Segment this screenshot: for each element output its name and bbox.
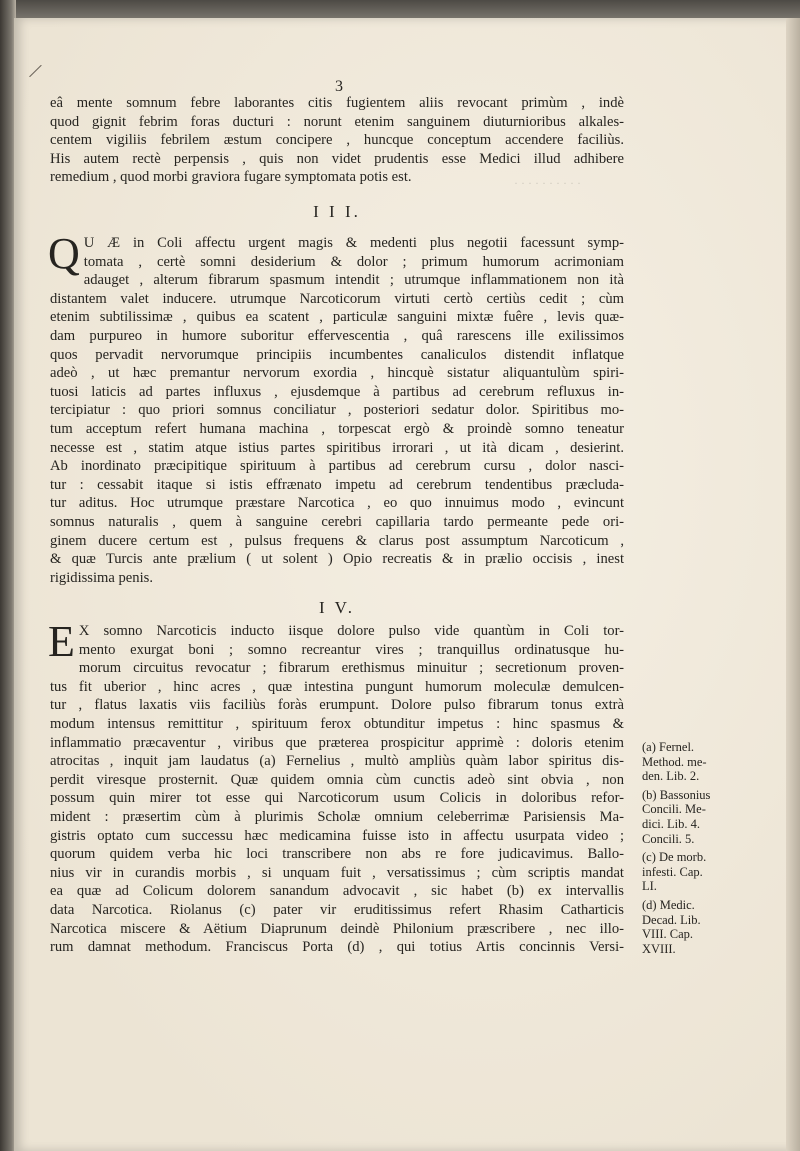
text-line: tur , flatus laxatis viis faciliùs foràs erumpunt. Dolore pulso fibrarum tonus extrà: [50, 697, 624, 714]
text-line: quos pervadit nervorumque principiis incumbentes canaliculos distendit inflatque: [50, 346, 624, 363]
margin-note-line: (d) Medic.: [642, 897, 695, 912]
text-line: rigidissima penis.: [50, 569, 153, 586]
text-line: U Æ in Coli affectu urgent magis & medenti plus negotii facessunt symp-: [83, 235, 624, 251]
margin-note-line: infesti. Cap.: [642, 864, 703, 879]
text-line: somnus naturalis , quem à sanguine cerebri capillaria tardo permeante pede ori-: [50, 513, 624, 530]
page-number: 3: [335, 78, 343, 95]
pencil-mark: /: [28, 57, 42, 84]
text-line: tum acceptum refert humana machina , torpescat ergò & proindè somno teneatur: [50, 420, 624, 437]
margin-note-line: Method. me-: [642, 754, 707, 769]
text-line: atrocitas , inquit jam laudatus (a) Fernelius , multò ampliùs quàm labor spiritus dis-: [50, 753, 624, 770]
text-line: possum quin mirer tot esse qui Narcoticorum usum Colicis in doloribus refor-: [50, 790, 624, 807]
text-line: remedium , quod morbi graviora fugare symptomata potis est.: [50, 169, 412, 186]
book-page: [14, 18, 800, 1151]
text-line: necesse est , statim atque istius partes spiritibus irrorari , ut ità dicam , desierint.: [50, 439, 624, 456]
text-line: tuosi laticis ad partes influxus , ejusdemque à partibus ad cerebrum refluxus in-: [50, 383, 624, 400]
text-line: tur : cessabit itaque si istis effrænato impetu ad cerebrum tendentibus præcluda-: [50, 476, 624, 493]
text-line: mento exurgat boni ; somno recreantur vires ; tranquillus ordinatusque hu-: [78, 641, 624, 658]
margin-note-line: (b) Bassonius: [642, 787, 711, 802]
margin-note: [642, 788, 752, 846]
text-line: ginem ducere certum est , pulsus frequens & clarus post assumptum Narcoticum ,: [50, 532, 624, 549]
text-line: & quæ Turcis ante prælium ( ut solent ) Opio recreatis & in prælio occisis , inest: [50, 551, 624, 568]
text-line: gistris optato cum successu hæc medicamina fuisse isto in affectu usurpata video ;: [50, 827, 624, 844]
section-heading-iv: I V.: [319, 598, 355, 617]
text-line: tercipiatur : quo priori somnus conciliatur , posteriori sedatur dolor. Spiritibus mo-: [50, 402, 624, 419]
text-line: Narcotica miscere & Aëtium Diaprunum deindè Philonium præscribere , nec illo-: [50, 920, 624, 937]
text-line: etenim subtilissimæ , quibus ea scatent , particulæ sanguini mixtæ fuêre , levis quæ-: [50, 309, 624, 326]
text-line: modum intensus remittitur , spirituum ferox obtunditur impetus : hinc spasmus &: [50, 715, 624, 732]
text-line: nius vir in curandis morbis , si unquam fuit , versatissimus ; cùm scriptis mandat: [50, 864, 624, 881]
margin-note-line: den. Lib. 2.: [642, 769, 700, 784]
text-line: rum damnat methodum. Franciscus Porta (d) , qui totius Artis concinnis Versi-: [50, 939, 624, 956]
margin-note-line: (c) De morb.: [642, 850, 707, 865]
drop-cap: E: [48, 617, 75, 666]
text-line: His autem rectè perpensis , quis non videt prudentis esse Medici illud adhibere: [50, 150, 624, 167]
text-line: tus fit uberior , hinc acres , quæ intestina pungunt humorum moleculæ demulcen-: [50, 678, 624, 695]
text-line: morum circuitus revocatur ; fibrarum erethismus minuitur ; secretionum proven-: [78, 660, 624, 677]
text-line: ea quæ ad Colicum dolorem sanandum advocavit , sic habet (b) ex intervallis: [50, 883, 624, 900]
text-line: dam purpureo in humore suboritur effervescentia , quâ rarescens ille exilissimos: [50, 327, 624, 344]
text-line: inflammatio præcaventur , viribus que præterea prospicitur apprimè : doloris etenim: [50, 734, 624, 751]
text-line: tomata , certè somni desiderium & dolor ; primum humorum acrimoniam: [83, 253, 624, 270]
margin-note-line: (a) Fernel.: [642, 740, 695, 754]
text-line: quorum quidem verba hic loci transcribere non abs re fore judicavimus. Ballo-: [50, 846, 624, 863]
margin-note-line: VIII. Cap.: [642, 927, 694, 942]
text-line: centem vigiliis febrilem æstum concipere , huncque conceptum accendere faciliùs.: [50, 132, 624, 149]
section-iii-paragraph: [48, 229, 624, 587]
margin-note-line: Concili. Me-: [642, 802, 706, 817]
text-line: tur aditus. Hoc utrumque præstare Narcotica , eo quo innuimus modo , evincunt: [50, 495, 624, 512]
intro-paragraph: [50, 94, 624, 187]
text-line: distantem valet inducere. utrumque Narcoticorum virtuti certò certiùs cedit ; cùm: [50, 290, 624, 307]
margin-note: [642, 850, 752, 894]
margin-note-line: XVIII.: [642, 941, 676, 956]
margin-notes: [642, 740, 752, 960]
text-line: data Narcotica. Riolanus (c) pater vir eruditissimus refert Rhasim Catharticis: [50, 901, 624, 918]
text-line: adeò , ut hæc premantur nervorum exordia , hincquè sistatur aliquantulùm spiri-: [50, 365, 624, 382]
margin-note-line: dici. Lib. 4.: [642, 816, 700, 831]
margin-note-line: Decad. Lib.: [642, 912, 701, 927]
page-right-edge: [786, 18, 800, 1151]
bleed-through-text: · · · · · · · · · ·: [514, 176, 581, 190]
text-line: mident : præsertim cùm à plurimis Scholæ omnium celeberrimæ Parisiensis Ma-: [50, 808, 624, 825]
margin-note-line: Concili. 5.: [642, 831, 695, 846]
text-line: quod gignit febrim foras ducturi : norunt etenim sanguinem diuturnioribus alkales-: [50, 113, 624, 130]
text-line: perdit viresque prosternit. Quæ quidem omnia cùm cunctis adeò sint obvia , non: [50, 771, 624, 788]
section-heading-iii: I I I.: [313, 202, 361, 221]
margin-note: [642, 740, 752, 784]
text-line: Ab inordinato præcipitique spirituum à partibus ad cerebrum cursu , dolor nasci-: [50, 458, 624, 475]
drop-cap: Q: [48, 229, 80, 278]
section-iv-paragraph: [48, 617, 624, 957]
margin-note: [642, 898, 752, 956]
margin-note-line: LI.: [642, 879, 657, 894]
text-line: eâ mente somnum febre laborantes citis fugientem aliis revocant primùm , indè: [50, 95, 624, 111]
text-line: X somno Narcoticis inducto iisque dolore pulso vide quantùm in Coli tor-: [78, 623, 624, 639]
text-line: adauget , alterum fibrarum spasmum intendit ; utrumque inflammationem non ità: [83, 272, 624, 289]
